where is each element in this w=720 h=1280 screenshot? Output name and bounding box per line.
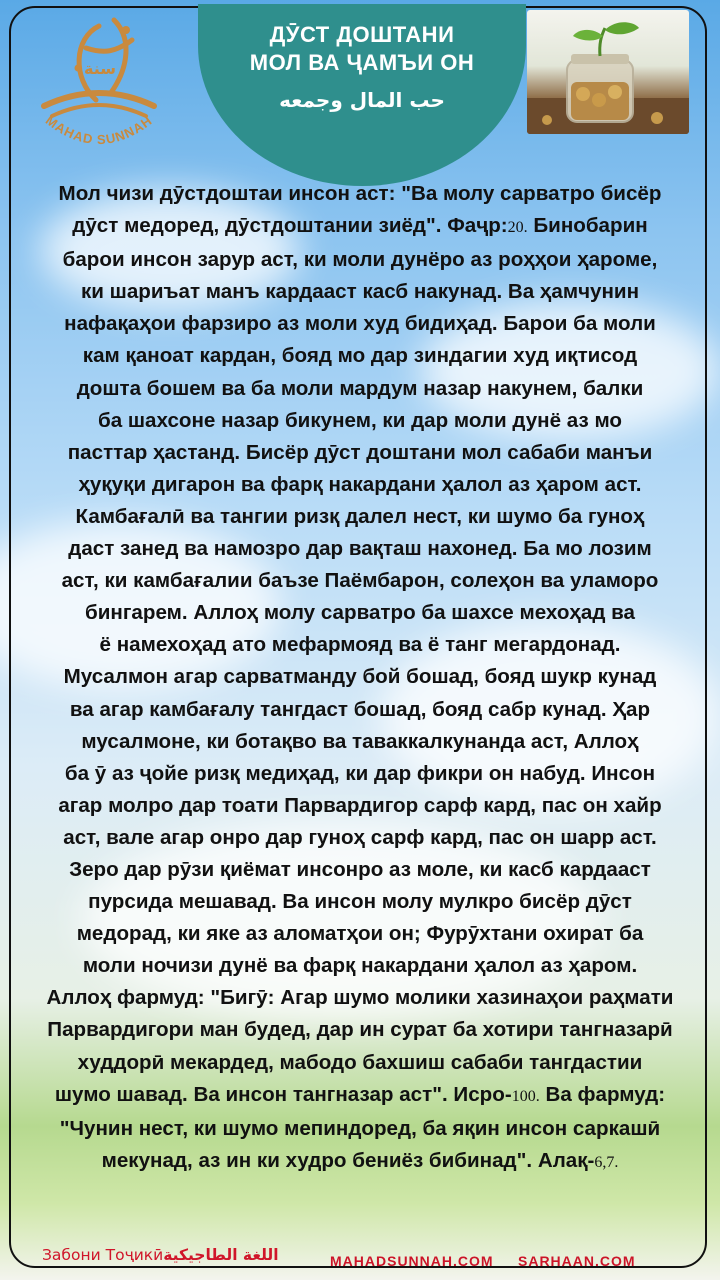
quran-reference: 100. [511,1087,540,1105]
body-line: пасттар ҳастанд. Бисёр дӯст доштани мол сабаби манъи [67,440,653,464]
body-line: шумо шавад. Ва инсон тангназар аст". Исро-100. Ва фармуд: [54,1082,666,1106]
body-line: "Чунин нест, ки шумо мепиндоред, ба яқин инсон саркашӣ [59,1116,661,1140]
body-line: агар молро дар тоати Парвардигор сарф кард, пас он хайр [58,793,662,817]
body-line: Аллоҳ фармуд: "Бигӯ: Агар шумо молики хазинаҳои раҳмати [46,986,674,1010]
quran-reference: 20. [507,219,528,237]
body-line: нафақаҳои фарзиро аз моли худ бидиҳад. Барои ба моли [64,312,656,336]
site-link-mahadsunnah[interactable]: MAHADSUNNAH.COM [330,1253,494,1269]
language-label: Забони Тоҷикӣ [42,1246,164,1264]
body-line: аст, вале агар онро дар гуноҳ сарф кард, пас он шарр аст. [63,825,657,849]
body-line: мусалмоне, ки ботақво ва таваккалкунанда аст, Аллоҳ [81,729,639,753]
title-line-2: МОЛ ВА ҶАМЪИ ОН [249,50,475,75]
body-line: Камбағалӣ ва тангии ризқ далел нест, ки шумо ба гуноҳ [75,504,645,528]
title-arabic: حب المال وجمعه [279,88,445,112]
body-line: ва агар камбағалу тангдаст бошад, бояд сабр кунад. Ҳар [69,697,651,721]
body-line: медорад, ки яке аз аломатҳои он; Фурӯхтани охират ба [76,922,644,946]
body-line: Зеро дар рӯзи қиёмат инсонро аз моле, ки касб кардааст [69,857,651,881]
body-line: дӯст медоред, дӯстдоштании зиёд". Фаҷр:20. Бинобарин [72,214,648,238]
body-line: Мусалмон агар сарватманду бой бошад, бояд шукр кунад [63,665,657,689]
body-line: Парвардигори ман будед, дар ин сурат ба хотири тангназарӣ [47,1018,673,1042]
body-line: бингарем. Аллоҳ молу сарватро ба шахсе мехоҳад ва [85,601,635,625]
body-line: мекунад, аз ин ки худро бениёз бибинад". Алақ-6,7. [101,1148,619,1172]
body-line: дошта бошем ва ба моли мардум назар накунем, балки [76,376,644,400]
title-line-1: ДӮСТ ДОШТАНИ [269,22,455,47]
body-line: аст, ки камбағалии баъзе Паёмбарон, солеҳон ва уламоро [61,569,659,593]
article-body [12,178,708,1179]
svg-text:MAHAD SUNNAH [43,113,155,148]
body-line: моли ночизи дунё ва фарқ накардани ҳалол аз ҳаром. [82,954,638,978]
mahad-sunnah-logo [14,8,184,158]
language-arabic: اللغة الطاجيكية [163,1246,279,1264]
body-line: кам қаноат кардан, бояд мо дар зиндагии худ иқтисод [82,344,638,368]
body-line: худдорӣ мекардед, мабодо бахшиш сабаби тангдастии [77,1050,643,1074]
body-line: ҳуқуқи дигарон ва фарқ накардани ҳалол аз ҳаром аст. [78,472,642,496]
body-line: ки шариъат манъ кардааст касб накунад. Ва ҳамчунин [80,280,640,304]
site-link-sarhaan[interactable]: SARHAAN.COM [518,1253,636,1269]
body-line: пурсида мешавад. Ва инсон молу мулкро бисёр дӯст [88,890,632,914]
body-line: Мол чизи дӯстдоштаи инсон аст: "Ва молу сарватро бисёр [58,182,662,205]
body-line: ё намехоҳад ато мефармояд ва ё танг мегардонад. [99,633,621,657]
coin-jar-photo [527,10,689,134]
body-line: даст занед ва намозро дар вақташ нахонед. Ба мо лозим [68,537,652,561]
body-line: барои инсон зарур аст, ки моли дунёро аз роҳҳои ҳароме, [62,248,658,272]
quran-reference: 6,7. [594,1153,619,1171]
footer-language [42,1246,279,1264]
body-line: ба шахсоне назар бикунем, ки дар моли дунё аз мо [97,408,622,432]
logo-arabic-text: سنة [84,59,116,78]
coin-jar-icon [527,10,689,134]
logo-text: MAHAD SUNNAH [42,112,156,148]
body-line: ба ӯ аз ҷойе ризқ медиҳад, ки дар фикри он набуд. Инсон [64,761,656,785]
